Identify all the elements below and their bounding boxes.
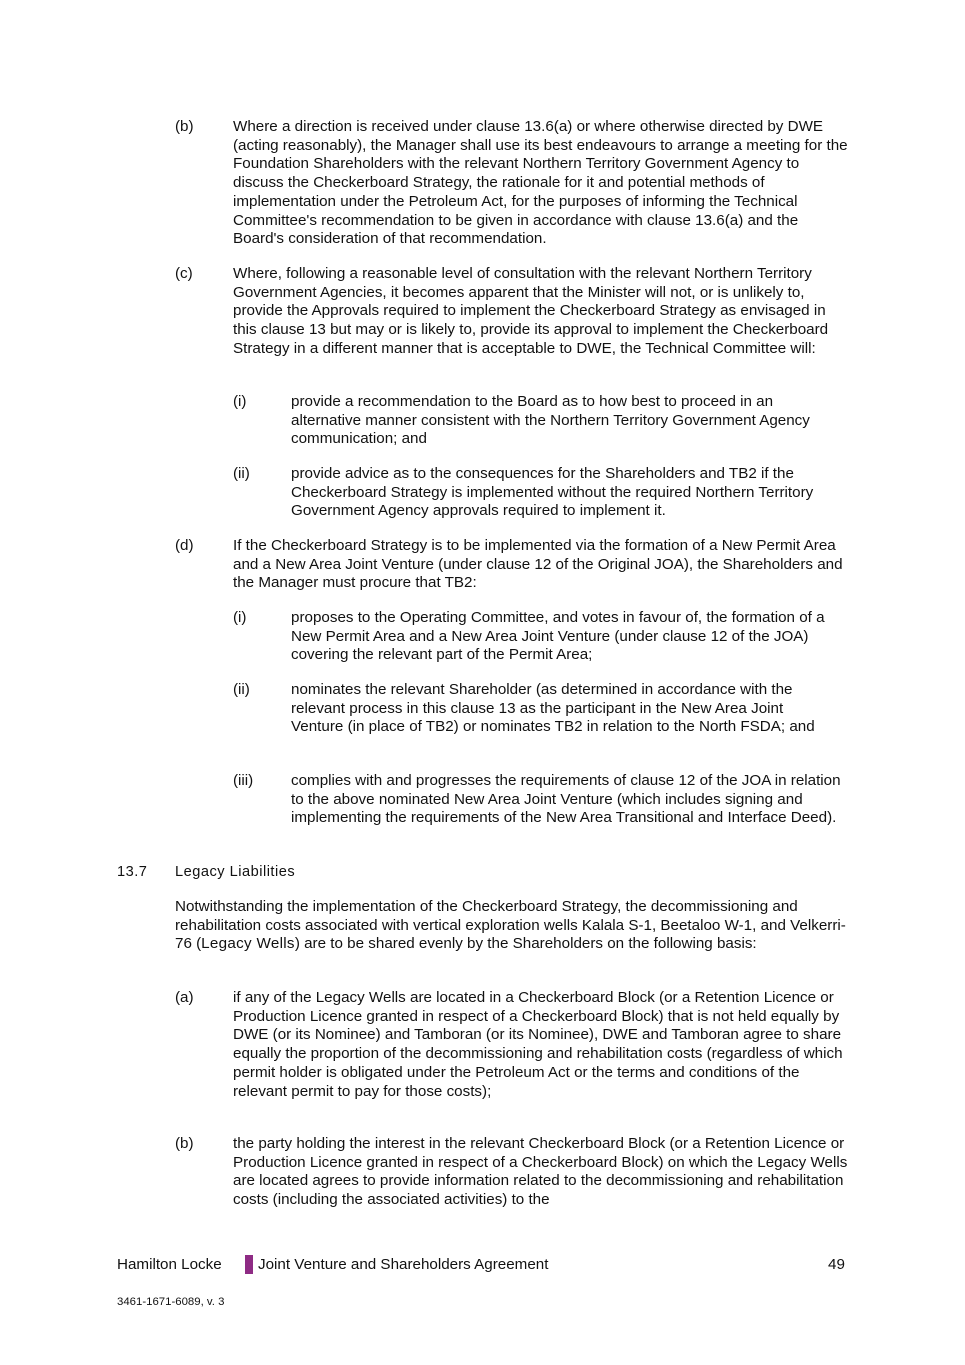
section-number: 13.7: [117, 864, 148, 880]
clause-13-7-a-text: if any of the Legacy Wells are located in a Checkerboard Block (or a Retention Licence or Production Licence granted in respect of a Checkerboard Block) that is not held equally by DWE (or its Nominee) and Tamboran (or its Nominee), DWE and Tamboran agree to share equally the proportion of the decommissioning and rehabilitation costs (regardless of which permit holder is obligated under the Petroleum Act or the terms and conditions of the relevant permit to pay for those costs);: [233, 989, 843, 1100]
clause-13-6-c-i-label: (i): [233, 393, 247, 410]
footer-document-title: Joint Venture and Shareholders Agreement: [258, 1256, 549, 1273]
clause-13-6-d-text: If the Checkerboard Strategy is to be implemented via the formation of a New Permit Area and a New Area Joint Venture (under clause 12 of the Original JOA), the Shareholders and the Manager must procure that TB2:: [233, 537, 843, 592]
clause-13-6-b-label: (b): [175, 118, 194, 135]
clause-13-6-c-text: Where, following a reasonable level of consultation with the relevant Northern Territory Government Agencies, it becomes apparent that the Minister will not, or is unlikely to, provide the Approvals required to implement the Checkerboard Strategy as envisaged in this clause 13 but may or is likely to, provide its approval to implement the Checkerboard Strategy in a different manner that is acceptable to DWE, the Technical Committee will:: [233, 265, 829, 357]
footer-firm-name: Hamilton Locke: [117, 1256, 222, 1273]
section-intro: [175, 898, 847, 954]
section-intro-after: ) are to be shared evenly by the Shareholders on the following basis:: [294, 935, 757, 953]
clause-13-6-c-ii-text: provide advice as to the consequences for the Shareholders and TB2 if the Checkerboard Strategy is implemented without the required Northern Territory Government Agency approvals required to implement it.: [291, 465, 814, 520]
clause-13-6-d-i-label: (i): [233, 609, 247, 626]
footer-document-id: 3461-1671-6089, v. 3: [117, 1296, 225, 1308]
clause-13-6-d-label: (d): [175, 537, 194, 554]
clause-13-7-b-label: (b): [175, 1135, 194, 1152]
clause-13-6-c-label: (c): [175, 265, 193, 282]
defined-term-legacy-wells: Legacy Wells: [201, 935, 295, 953]
clause-13-7-b-text: the party holding the interest in the relevant Checkerboard Block (or a Retention Licence or Production Licence granted in respect of a Checkerboard Block) on which the Legacy Wells are located agrees to provide information related to the decommissioning and rehabilitation costs (including the associated activities) to the: [233, 1135, 848, 1209]
clause-13-6-d-iii-text: complies with and progresses the requirements of clause 12 of the JOA in relation to the above nominated New Area Joint Venture (which includes signing and implementing the requirements of the New Area Transitional and Interface Deed).: [291, 772, 841, 827]
footer-page-number: 49: [828, 1256, 845, 1273]
clause-13-6-d-iii-label: (iii): [233, 772, 254, 789]
clause-13-7-a-label: (a): [175, 989, 194, 1006]
clause-13-6-c-ii-label: (ii): [233, 465, 250, 482]
clause-13-6-d-ii-text: nominates the relevant Shareholder (as determined in accordance with the relevant process in this clause 13 as the participant in the New Area Joint Venture (in place of TB2) or nominates TB2 in relation to the North FSDA; and: [291, 681, 815, 736]
footer-accent-bar: [245, 1255, 253, 1274]
clause-13-6-d-ii-label: (ii): [233, 681, 250, 698]
section-title: Legacy Liabilities: [175, 864, 296, 880]
clause-13-6-c-i-text: provide a recommendation to the Board as to how best to proceed in an alternative manner consistent with the Northern Territory Government Agency communication; and: [291, 393, 810, 448]
section-intro-before: Notwithstanding the implementation of the Checkerboard Strategy, the decommissioning and rehabilitation costs associated with vertical exploration wells Kalala S-1, Beetaloo W-1, and Velkerri-76 (: [175, 898, 846, 953]
clause-13-6-b-text: Where a direction is received under clause 13.6(a) or where otherwise directed by DWE (acting reasonably), the Manager shall use its best endeavours to arrange a meeting for the Foundation Shareholders with the relevant Northern Territory Government Agency to discuss the Checkerboard Strategy, the rationale for it and potential methods of implementation under the Petroleum Act, for the purposes of informing the Technical Committee's recommendation to be given in accordance with clause 13.6(a) and the Board's consideration of that recommendation.: [233, 118, 848, 248]
clause-13-6-d-i-text: proposes to the Operating Committee, and votes in favour of, the formation of a New Permit Area and a New Area Joint Venture (under clause 12 of the JOA) covering the relevant part of the Permit Area;: [291, 609, 825, 664]
